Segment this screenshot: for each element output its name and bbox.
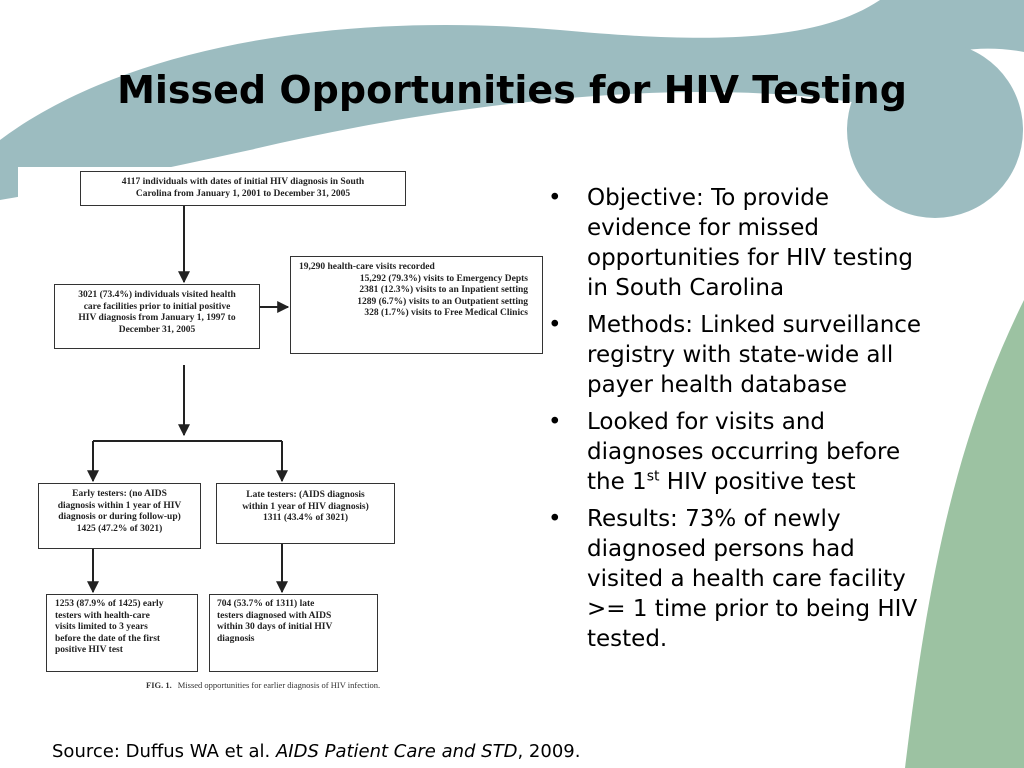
journal-name: AIDS Patient Care and STD — [275, 741, 518, 762]
flow-box-late-testers: Late testers: (AIDS diagnosis within 1 year of HIV diagnosis) 1311 (43.4% of 3021) — [216, 483, 395, 544]
flow-box-visited-facilities: 3021 (73.4%) individuals visited health care facilities prior to initial positive HIV diagnosis from January 1, 1997 to December 31, 2005 — [54, 284, 260, 349]
flow-box-early-result: 1253 (87.9% of 1425) early testers with health-care visits limited to 3 years before the date of the first positive HIV test — [46, 594, 198, 672]
figure-caption-label: FIG. 1. — [146, 680, 172, 690]
bullet-item-looked-for: • Looked for visits and diagnoses occurring before the 1st HIV positive test — [548, 409, 901, 495]
bullet-dot: • — [548, 409, 562, 435]
flowchart-figure — [18, 167, 546, 707]
bullet-list — [548, 183, 968, 661]
source-citation: Source: Duffus WA et al. AIDS Patient Care and STD, 2009. — [52, 741, 581, 762]
bullet-dot: • — [548, 506, 562, 532]
bullet-item-methods: • Methods: Linked surveillance registry with state-wide all payer health database — [548, 312, 922, 398]
flow-box-initial-diagnosis: 4117 individuals with dates of initial HIV diagnosis in South Carolina from January 1, 2001 to December 31, 2005 — [80, 171, 406, 206]
figure-caption-text: Missed opportunities for earlier diagnosis of HIV infection. — [177, 680, 381, 690]
figure-caption — [146, 680, 380, 690]
bullet-item-results: • Results: 73% of newly diagnosed persons had visited a health care facility >= 1 time prior to being HIV tested. — [548, 506, 918, 652]
flow-box-late-result: 704 (53.7% of 1311) late testers diagnosed with AIDS within 30 days of initial HIV diagnosis — [209, 594, 378, 672]
flow-box-visits-recorded: 19,290 health-care visits recorded 15,292 (79.3%) visits to Emergency Depts 2381 (12.3%) visits to an Inpatient setting 1289 (6.7%) visits to an Outpatient setting 328 (1.7%) visits to Free Medical Clinics — [290, 256, 543, 354]
bullet-dot: • — [548, 312, 562, 338]
bullet-item-objective: • Objective: To provide evidence for missed opportunities for HIV testing in South Carolina — [548, 185, 914, 301]
slide-title: Missed Opportunities for HIV Testing — [117, 68, 907, 112]
flow-box-early-testers: Early testers: (no AIDS diagnosis within 1 year of HIV diagnosis or during follow-up) 1425 (47.2% of 3021) — [38, 483, 201, 549]
bullet-dot: • — [548, 185, 562, 211]
